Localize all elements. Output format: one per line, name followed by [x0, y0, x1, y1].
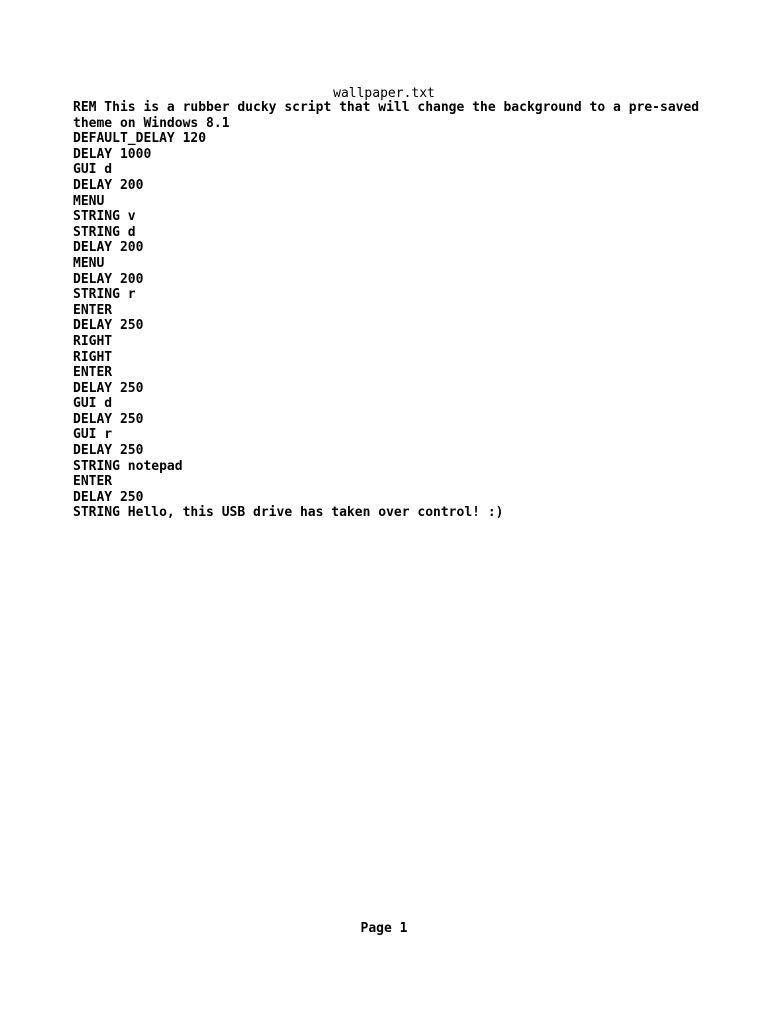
script-line: RIGHT	[73, 349, 113, 365]
script-line: MENU	[73, 255, 105, 271]
script-line: theme on Windows 8.1	[73, 115, 230, 131]
script-line: MENU	[73, 193, 105, 209]
script-line: DELAY 200	[73, 271, 144, 287]
script-line: DELAY 250	[73, 318, 144, 334]
script-line: REM This is a rubber ducky script that will change the background to a pre-saved	[73, 100, 700, 115]
script-line: STRING v	[73, 209, 136, 225]
script-line: ENTER	[73, 365, 113, 381]
script-line: STRING d	[73, 224, 136, 240]
page-number: Page 1	[360, 921, 408, 936]
script-line: DELAY 250	[73, 489, 144, 505]
script-line: STRING notepad	[73, 458, 183, 474]
script-line: DELAY 1000	[73, 146, 152, 162]
script-line: GUI r	[73, 427, 113, 443]
script-line: ENTER	[73, 302, 113, 318]
script-content	[73, 100, 713, 521]
script-line: GUI d	[73, 162, 113, 178]
script-line: DELAY 250	[73, 411, 144, 427]
script-line: DELAY 200	[73, 177, 144, 193]
script-line: DELAY 200	[73, 240, 144, 256]
script-line: DELAY 250	[73, 380, 144, 396]
script-line: ENTER	[73, 474, 113, 490]
document-title: wallpaper.txt	[333, 86, 435, 101]
script-line: STRING r	[73, 287, 136, 303]
script-line: STRING Hello, this USB drive has taken over control! :)	[73, 505, 504, 521]
script-line: RIGHT	[73, 333, 113, 349]
script-line: DEFAULT_DELAY 120	[73, 131, 207, 147]
script-line: DELAY 250	[73, 443, 144, 459]
script-line: GUI d	[73, 396, 113, 412]
